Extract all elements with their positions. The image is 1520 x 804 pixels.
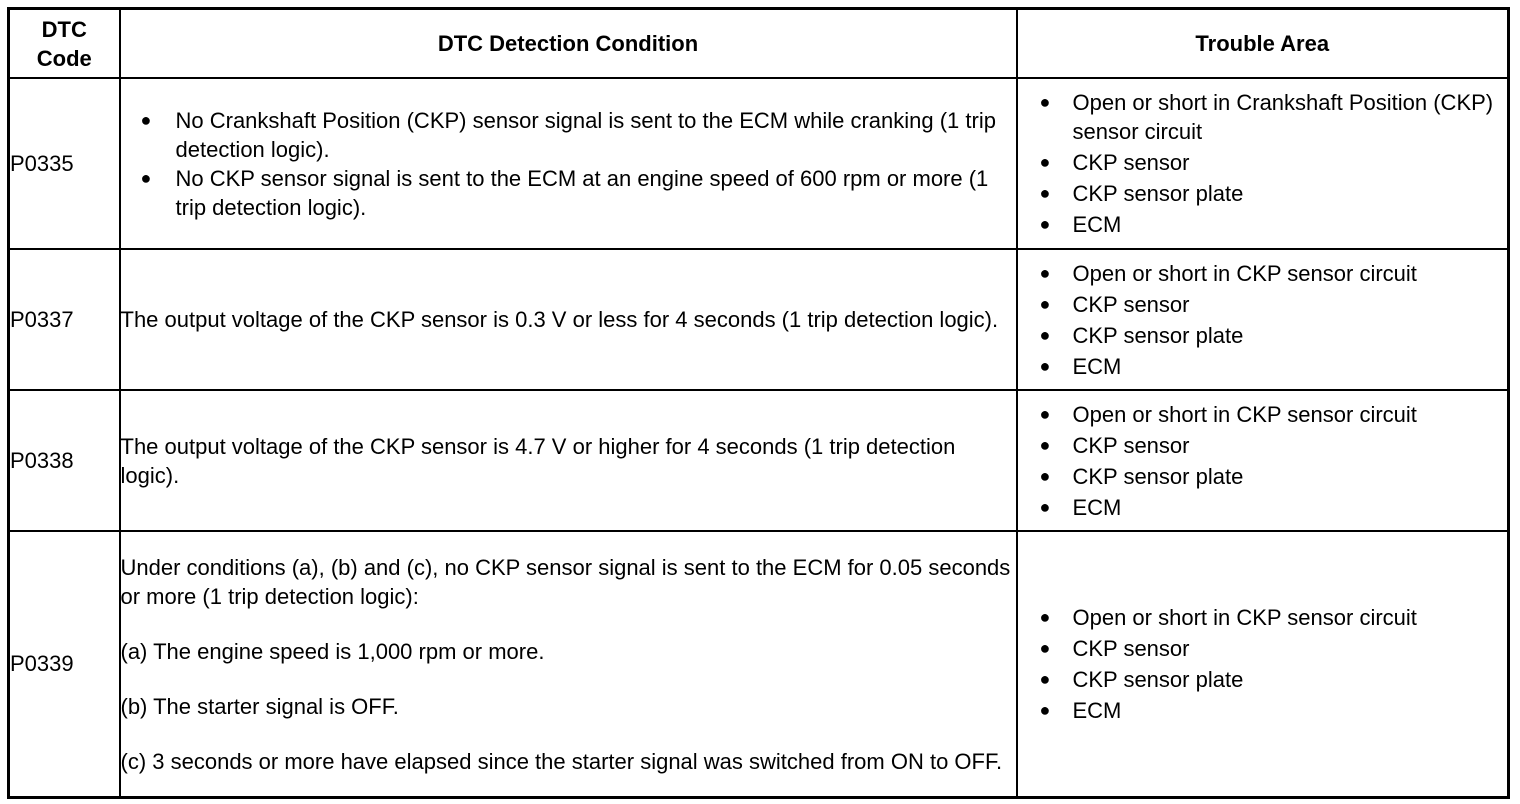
list-item xyxy=(1018,400,1508,429)
detection-condition-cell xyxy=(120,249,1017,390)
list-item xyxy=(1018,259,1508,288)
bullet-icon: ● xyxy=(1039,607,1051,627)
condition-item-text: (b) The starter signal is OFF. xyxy=(120,693,399,719)
trouble-area-list xyxy=(1018,88,1508,239)
table-row xyxy=(9,390,1509,531)
list-item xyxy=(1018,321,1508,350)
trouble-area-text: CKP sensor plate xyxy=(1072,322,1244,348)
table-row xyxy=(9,78,1509,249)
header-dtc-code: DTC Code xyxy=(9,9,120,79)
condition-list xyxy=(121,106,1016,222)
condition-text: The output voltage of the CKP sensor is 0.3 V or less for 4 seconds (1 trip detection logic). xyxy=(120,307,999,332)
trouble-area-list xyxy=(1018,603,1508,725)
bullet-icon: ● xyxy=(1039,214,1051,234)
bullet-icon: ● xyxy=(1039,92,1051,112)
detection-condition-cell xyxy=(120,531,1017,798)
trouble-area-text: Open or short in CKP sensor circuit xyxy=(1072,401,1417,427)
table-row xyxy=(9,531,1509,798)
bullet-icon: ● xyxy=(1039,669,1051,689)
trouble-area-cell xyxy=(1017,249,1509,390)
list-item xyxy=(1018,210,1508,239)
trouble-area-text: CKP sensor plate xyxy=(1072,181,1244,206)
condition-text: No CKP sensor signal is sent to the ECM at an engine speed of 600 rpm or more (1 trip detection logic). xyxy=(175,165,989,220)
bullet-icon: ● xyxy=(1039,324,1051,345)
list-item xyxy=(121,106,1016,164)
condition-text: The output voltage of the CKP sensor is 4.7 V or higher for 4 seconds (1 trip detection logic). xyxy=(120,433,956,488)
table-row xyxy=(9,249,1509,390)
trouble-area-text: ECM xyxy=(1072,698,1122,723)
condition-text: No Crankshaft Position (CKP) sensor signal is sent to the ECM while cranking (1 trip detection logic). xyxy=(175,107,996,162)
trouble-area-text: ECM xyxy=(1072,212,1122,237)
trouble-area-text: Open or short in CKP sensor circuit xyxy=(1072,605,1417,630)
bullet-icon: ● xyxy=(1039,700,1051,720)
bullet-icon: ● xyxy=(1039,152,1051,172)
list-item xyxy=(1018,603,1508,632)
bullet-icon: ● xyxy=(1039,496,1051,517)
trouble-area-cell xyxy=(1017,531,1509,798)
dtc-code-cell: P0338 xyxy=(9,390,120,531)
trouble-area-list xyxy=(1018,400,1508,522)
list-item xyxy=(121,164,1016,222)
dtc-code-cell: P0335 xyxy=(9,78,120,249)
bullet-icon: ● xyxy=(1039,262,1051,283)
trouble-area-text: CKP sensor xyxy=(1072,432,1190,458)
trouble-area-text: CKP sensor xyxy=(1072,291,1190,317)
list-item xyxy=(1018,431,1508,460)
list-item xyxy=(1018,696,1508,725)
dtc-code-cell: P0337 xyxy=(9,249,120,390)
trouble-area-text: CKP sensor plate xyxy=(1072,463,1244,489)
list-item xyxy=(1018,148,1508,177)
bullet-icon: ● xyxy=(1039,465,1051,486)
dtc-table xyxy=(7,7,1510,799)
detection-condition-cell xyxy=(120,78,1017,249)
list-item xyxy=(1018,665,1508,694)
list-item xyxy=(1018,352,1508,381)
list-item xyxy=(1018,634,1508,663)
trouble-area-cell xyxy=(1017,78,1509,249)
list-item xyxy=(1018,290,1508,319)
trouble-area-text: CKP sensor plate xyxy=(1072,667,1244,692)
condition-intro-text: Under conditions (a), (b) and (c), no CKP sensor signal is sent to the ECM for 0.05 seconds or more (1 trip detection logic): xyxy=(120,554,1011,609)
bullet-icon: ● xyxy=(1039,403,1051,424)
bullet-icon: ● xyxy=(1039,183,1051,203)
condition-item-text: (a) The engine speed is 1,000 rpm or more. xyxy=(120,638,545,664)
list-item xyxy=(1018,88,1508,146)
list-item xyxy=(1018,462,1508,491)
header-detection-condition: DTC Detection Condition xyxy=(120,9,1017,79)
table-header-row xyxy=(9,9,1509,79)
trouble-area-text: Open or short in CKP sensor circuit xyxy=(1072,260,1417,286)
dtc-code-cell: P0339 xyxy=(9,531,120,798)
list-item xyxy=(1018,179,1508,208)
trouble-area-text: ECM xyxy=(1072,494,1122,520)
bullet-icon: ● xyxy=(1039,355,1051,376)
trouble-area-text: CKP sensor xyxy=(1072,150,1190,175)
detection-condition-cell xyxy=(120,390,1017,531)
bullet-icon: ● xyxy=(140,109,152,130)
condition-item-text: (c) 3 seconds or more have elapsed since the starter signal was switched from ON to OFF. xyxy=(120,748,1003,774)
bullet-icon: ● xyxy=(1039,293,1051,314)
trouble-area-text: ECM xyxy=(1072,353,1122,379)
bullet-icon: ● xyxy=(1039,638,1051,658)
header-trouble-area: Trouble Area xyxy=(1017,9,1509,79)
list-item xyxy=(1018,493,1508,522)
trouble-area-text: CKP sensor xyxy=(1072,636,1190,661)
trouble-area-text: Open or short in Crankshaft Position (CKP) sensor circuit xyxy=(1072,90,1494,144)
bullet-icon: ● xyxy=(140,167,152,188)
bullet-icon: ● xyxy=(1039,434,1051,455)
trouble-area-list xyxy=(1018,259,1508,381)
trouble-area-cell xyxy=(1017,390,1509,531)
